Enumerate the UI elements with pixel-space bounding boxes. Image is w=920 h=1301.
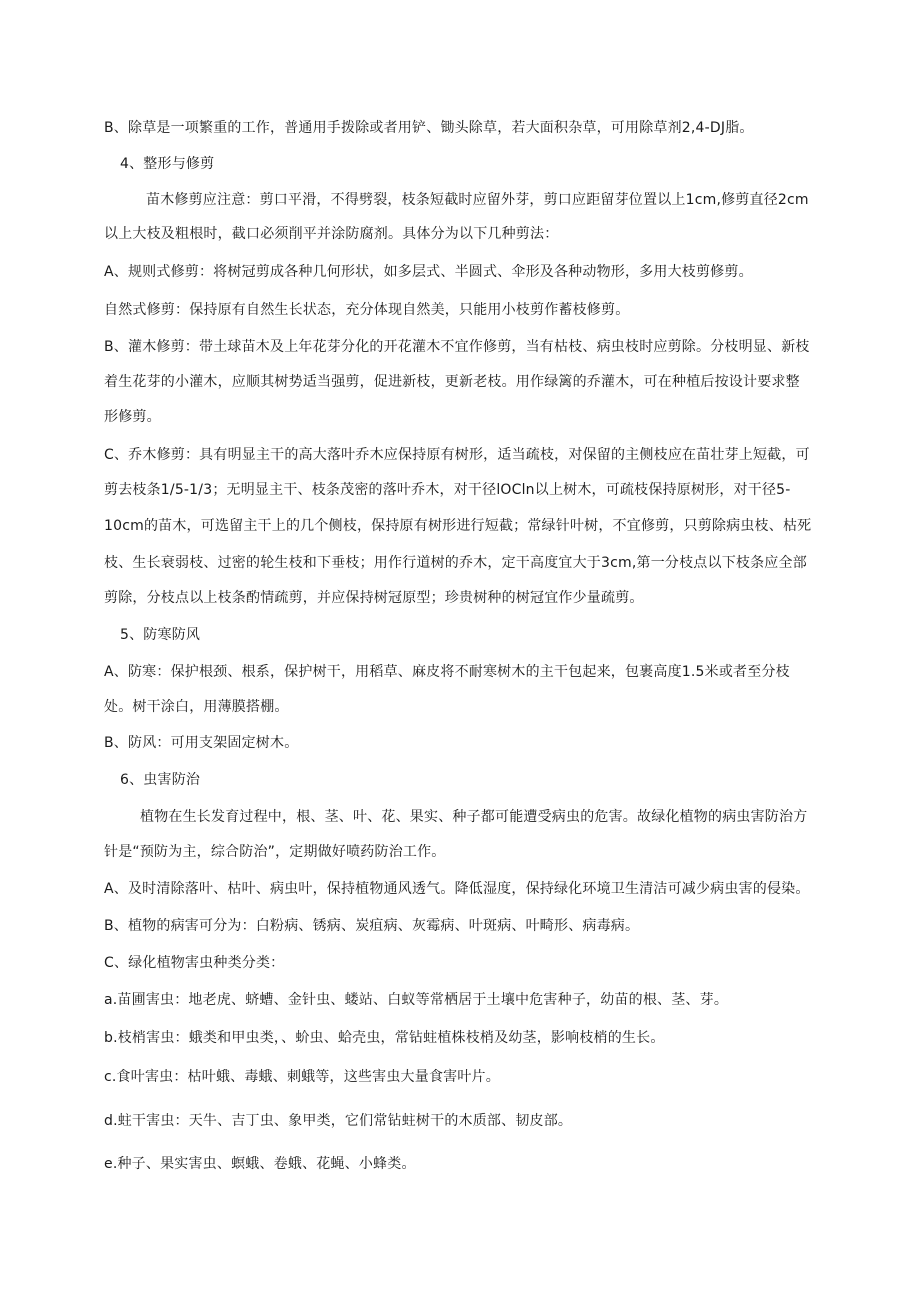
weeding-paragraph: B、除草是一项繁重的工作，普通用手拨除或者用铲、锄头除草，若大面积杂草，可用除草剂2,4-DJ脂。 (104, 120, 754, 136)
pest-intro-line-1: 植物在生长发育过程中，根、茎、叶、花、果实、种子都可能遭受病虫的危害。故绿化植物的病虫害防治方 (140, 809, 808, 825)
pest-subitem-d: d.蛀干害虫：天牛、吉丁虫、象甲类，它们常钻蛀树干的木质部、韧皮部。 (104, 1113, 573, 1129)
tree-pruning-line-1: C、乔木修剪：具有明显主干的高大落叶乔木应保持原有树形，适当疏枝，对保留的主侧枝应在苗壮芽上短截，可 (104, 447, 810, 463)
tree-pruning-line-2: 剪去枝条1/5-1/3；无明显主干、枝条茂密的落叶乔木，对干径lOCln以上树木，可疏枝保持原树形，对干径5- (104, 482, 791, 498)
pest-item-c: C、绿化植物害虫种类分类： (104, 955, 285, 971)
pest-item-b: B、植物的病害可分为：白粉病、锈病、炭疽病、灰霉病、叶斑病、叶畸形、病毒病。 (104, 918, 640, 934)
pest-intro-line-2: 针是“预防为主，综合防治”，定期做好喷药防治工作。 (104, 844, 446, 860)
pruning-intro-line-1: 苗木修剪应注意：剪口平滑，不得劈裂，枝条短截时应留外芽，剪口应距留芽位置以上1cm,修剪直径2cm (146, 192, 809, 208)
section-heading-pruning: 4、整形与修剪 (120, 156, 215, 172)
pest-item-a: A、及时清除落叶、枯叶、病虫叶，保持植物通风透气。降低湿度，保持绿化环境卫生清洁可减少病虫害的侵染。 (104, 881, 810, 897)
tree-pruning-line-4: 枝、生长衰弱枝、过密的轮生枝和下垂枝；用作行道树的乔木，定干高度宜大于3cm,第一分枝点以下枝条应全部 (104, 555, 807, 571)
natural-pruning-paragraph: 自然式修剪：保持原有自然生长状态，充分体现自然美，只能用小枝剪作蓄枝修剪。 (104, 302, 630, 318)
pest-subitem-b: b.枝梢害虫：蛾类和甲虫类，、蚧虫、蛤壳虫，常钻蛀植株枝梢及幼茎，影响枝梢的生长。 (104, 1030, 665, 1046)
pest-subitem-e: e.种子、果实害虫、螟蛾、卷蛾、花蝇、小蜂类。 (104, 1156, 416, 1172)
pest-subitem-a: a.苗圃害虫：地老虎、蛴螬、金针虫、蝼站、白蚁等常栖居于土壤中危害种子，幼苗的根、茎、芽。 (104, 992, 729, 1008)
shrub-pruning-line-1: B、灌木修剪：带土球苗木及上年花芽分化的开花灌木不宜作修剪，当有枯枝、病虫枝时应剪除。分枝明显、新枝 (104, 339, 810, 355)
section-heading-pest-control: 6、虫害防治 (120, 772, 201, 788)
section-heading-cold-wind: 5、防寒防风 (120, 627, 201, 643)
tree-pruning-line-3: 10cm的苗木，可选留主干上的几个侧枝，保持原有树形进行短截；常绿针叶树，不宜修剪，只剪除病虫枝、枯死 (104, 518, 812, 534)
cold-protection-line-1: A、防寒：保护根颈、根系，保护树干，用稻草、麻皮将不耐寒树木的主干包起来，包裹高度1.5米或者至分枝 (104, 664, 790, 680)
tree-pruning-line-5: 剪除，分枝点以上枝条酌情疏剪，并应保持树冠原型；珍贵树种的树冠宜作少量疏剪。 (104, 590, 644, 606)
wind-protection-paragraph: B、防风：可用支架固定树木。 (104, 735, 299, 751)
shrub-pruning-line-3: 形修剪。 (104, 409, 161, 425)
shrub-pruning-line-2: 着生花芽的小灌木，应顺其树势适当强剪，促进新枝，更新老枝。用作绿篱的乔灌木，可在种植后按设计要求整 (104, 374, 800, 390)
pruning-intro-line-2: 以上大枝及粗根时，截口必须削平并涂防腐剂。具体分为以下几种剪法： (104, 226, 559, 242)
regular-pruning-paragraph: A、规则式修剪：将树冠剪成各种几何形状，如多层式、半圆式、伞形及各种动物形，多用大枝剪修剪。 (104, 264, 753, 280)
cold-protection-line-2: 处。树干涂白，用薄膜搭棚。 (104, 699, 289, 715)
pest-subitem-c: c.食叶害虫：枯叶蛾、毒蛾、刺蛾等，这些害虫大量食害叶片。 (104, 1069, 500, 1085)
